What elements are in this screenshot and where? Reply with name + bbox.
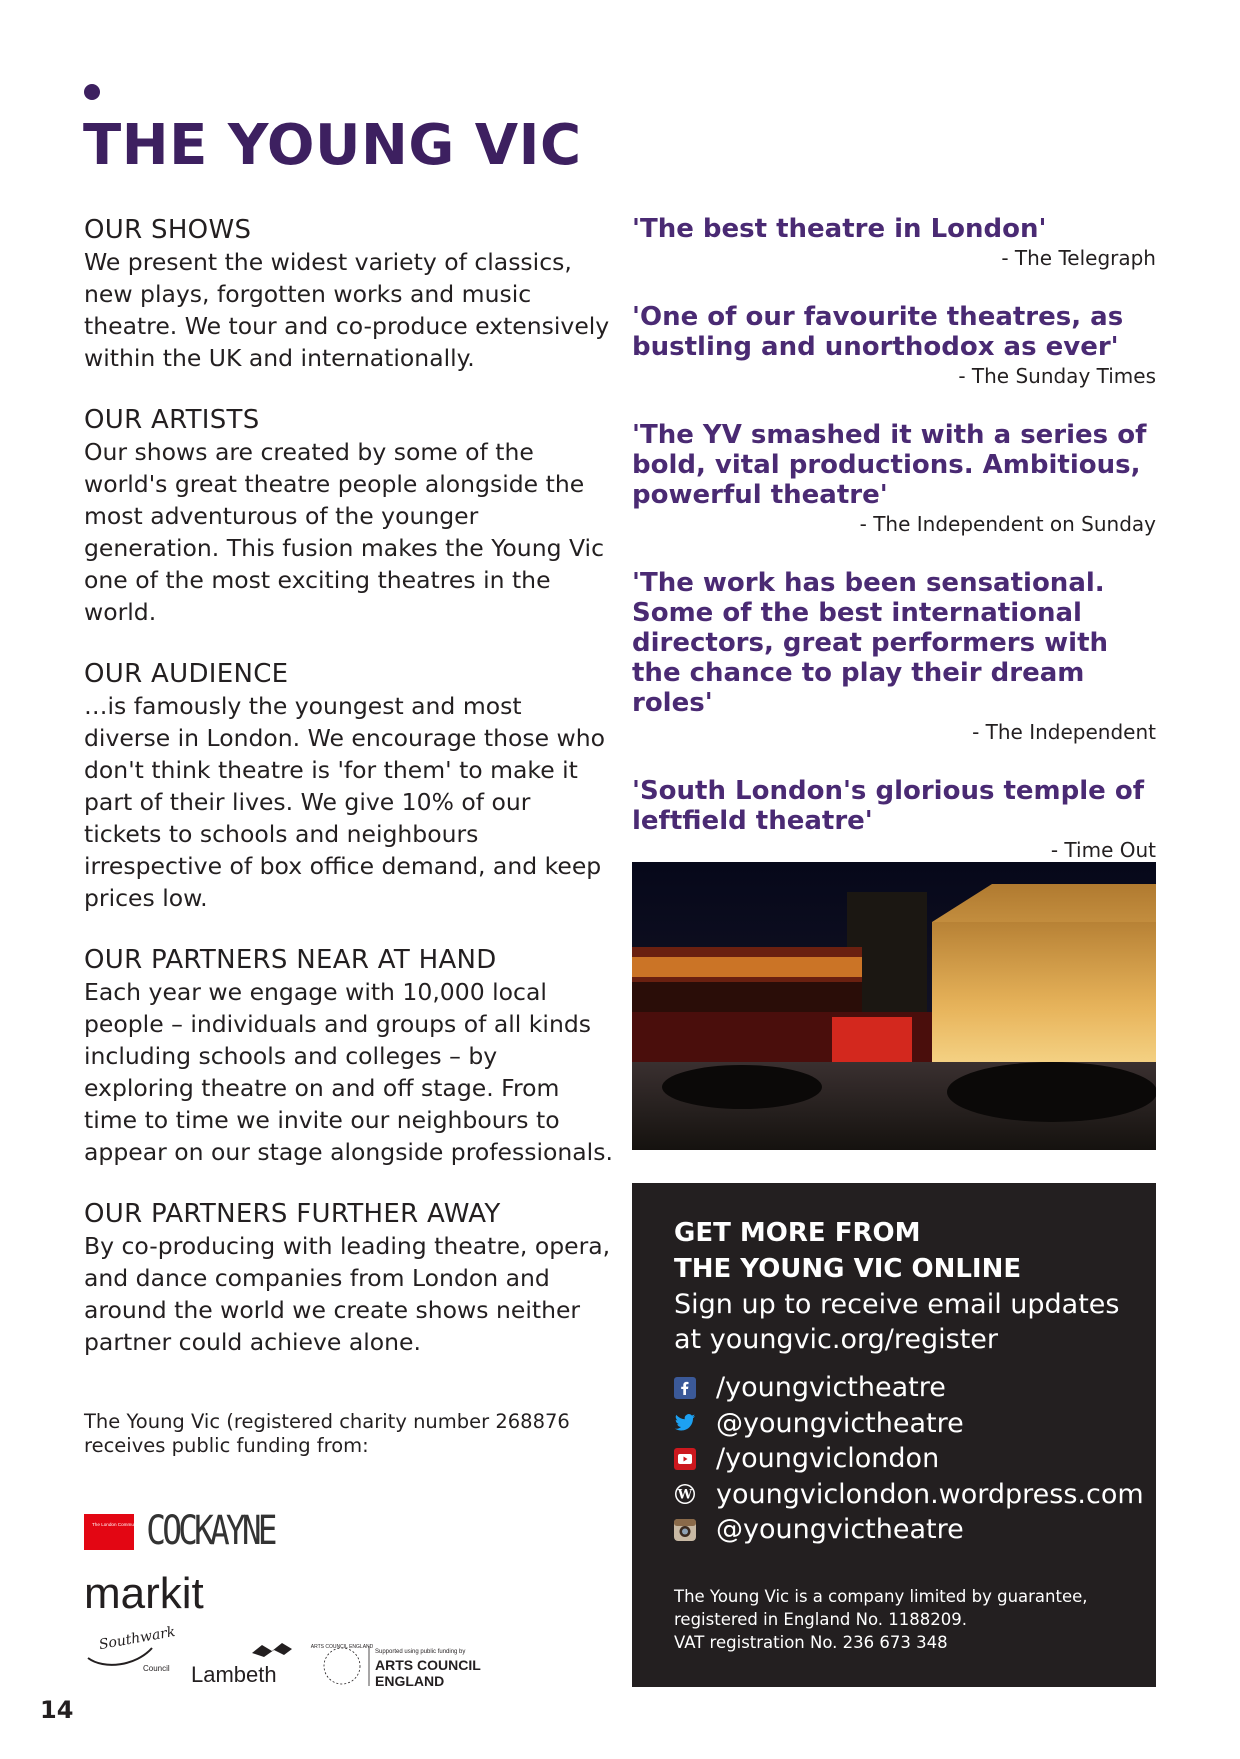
- section-our-artists: [84, 404, 614, 628]
- section-partners-further: [84, 1198, 614, 1358]
- title-bullet: [84, 84, 100, 100]
- social-handle: /youngvictheatre: [716, 1372, 946, 1404]
- funder-logos-svg: [84, 1508, 524, 1688]
- southwark-logo: Southwark: [97, 1623, 177, 1654]
- social-handle: youngviclondon.wordpress.com: [716, 1478, 1144, 1510]
- section-heading: OUR AUDIENCE: [84, 659, 289, 689]
- social-link-wordpress[interactable]: [674, 1477, 1144, 1513]
- press-quotes: [632, 214, 1156, 894]
- section-our-shows: [84, 214, 614, 374]
- lambeth-logo: Lambeth: [191, 1662, 277, 1687]
- quote-source: - The Sunday Times: [958, 364, 1156, 388]
- press-quote: [632, 302, 1156, 390]
- lcf-red-block: [84, 1514, 134, 1550]
- section-our-audience: [84, 658, 614, 914]
- page-title: THE YOUNG VIC: [83, 113, 582, 178]
- quote-text: 'South London's glorious temple of leftfield theatre': [632, 776, 1145, 836]
- quote-source: - The Independent: [972, 720, 1156, 744]
- section-body: Our shows are created by some of the world's great theatre people alongside the most adventurous of the younger generation. This fusion makes the Young Vic one of the most exciting theatres in the world.: [84, 438, 604, 626]
- section-body: …is famously the youngest and most diverse in London. We encourage those who don't think theatre is 'for them' to make it part of their lives. We give 10% of our tickets to schools and neighbours irrespective of box office demand, and keep prices low.: [84, 692, 606, 912]
- page-number: 14: [40, 1696, 74, 1724]
- theatre-night-photo: [632, 862, 1156, 1150]
- social-link-youtube[interactable]: [674, 1441, 1144, 1477]
- southwark-council-text: Council: [143, 1664, 170, 1673]
- youtube-icon: [674, 1448, 696, 1470]
- funder-logos: [84, 1508, 524, 1688]
- instagram-icon: [674, 1519, 696, 1541]
- company-info-line: VAT registration No. 236 673 348: [674, 1633, 948, 1652]
- svg-text:W: W: [677, 1487, 693, 1503]
- arts-council-line1: ARTS COUNCIL: [375, 1657, 481, 1673]
- quote-text: 'The best theatre in London': [632, 214, 1047, 244]
- panel-heading-line2: THE YOUNG VIC ONLINE: [674, 1254, 1022, 1284]
- section-body: We present the widest variety of classics, new plays, forgotten works and music theatre. We tour and co-produce extensively within the UK and internationally.: [84, 248, 610, 372]
- online-panel: [632, 1183, 1156, 1687]
- section-body: Each year we engage with 10,000 local people – individuals and groups of all kinds including schools and colleges – by exploring theatre on and off stage. From time to time we invite our neighbours to appear on our stage alongside professionals.: [84, 978, 613, 1166]
- quote-text: 'One of our favourite theatres, as bustling and unorthodox as ever': [632, 302, 1124, 362]
- section-heading: OUR ARTISTS: [84, 405, 260, 435]
- social-link-facebook[interactable]: [674, 1370, 1144, 1406]
- press-quote: [632, 776, 1156, 864]
- arts-council-ring-text: ARTS COUNCIL ENGLAND: [310, 1644, 374, 1650]
- section-heading: OUR PARTNERS FURTHER AWAY: [84, 1199, 501, 1229]
- company-info: [674, 1585, 1088, 1654]
- section-heading: OUR PARTNERS NEAR AT HAND: [84, 945, 497, 975]
- charity-note: The Young Vic (registered charity number 268876 receives public funding from:: [84, 1410, 570, 1457]
- social-handle: /youngviclondon: [716, 1443, 940, 1475]
- panel-heading: [674, 1215, 1021, 1287]
- quote-text: 'The YV smashed it with a series of bold, vital productions. Ambitious, powerful theatre': [632, 420, 1147, 510]
- company-info-line: The Young Vic is a company limited by guarantee,: [674, 1587, 1088, 1606]
- southwark-swoosh: [88, 1648, 152, 1665]
- social-handle: @youngvictheatre: [716, 1514, 964, 1546]
- social-link-instagram[interactable]: [674, 1512, 1144, 1548]
- section-body: By co-producing with leading theatre, opera, and dance companies from London and around the world we create shows neither partner could achieve alone.: [84, 1232, 611, 1356]
- press-quote: [632, 568, 1156, 746]
- social-link-twitter[interactable]: [674, 1406, 1144, 1442]
- quote-source: - The Independent on Sunday: [859, 512, 1156, 536]
- section-heading: OUR SHOWS: [84, 215, 252, 245]
- arts-council-logo: [311, 1644, 481, 1688]
- social-handle: @youngvictheatre: [716, 1407, 964, 1439]
- info-column: [84, 214, 614, 1458]
- facebook-icon: [674, 1377, 696, 1399]
- company-info-line: registered in England No. 1188209.: [674, 1610, 968, 1629]
- wordpress-icon: [674, 1483, 696, 1505]
- press-quote: [632, 214, 1156, 272]
- quote-source: - Time Out: [1050, 838, 1156, 862]
- twitter-icon: [674, 1412, 696, 1434]
- signup-text: Sign up to receive email updates at youngvic.org/register: [674, 1289, 1120, 1355]
- press-quote: [632, 420, 1156, 538]
- markit-logo: markit: [84, 1569, 204, 1618]
- quote-source: - The Telegraph: [1001, 246, 1156, 270]
- social-links: [674, 1370, 1144, 1548]
- arts-council-tagline: Supported using public funding by: [375, 1649, 466, 1655]
- cockayne-logo: COCKAYNE: [146, 1508, 278, 1554]
- arts-council-ring: [324, 1648, 360, 1684]
- arts-council-line2: ENGLAND: [375, 1673, 445, 1688]
- panel-heading-line1: GET MORE FROM: [674, 1218, 921, 1248]
- section-partners-near: [84, 944, 614, 1168]
- quote-text: 'The work has been sensational. Some of the best international directors, great performers with the chance to play their dream roles': [632, 568, 1109, 718]
- lcf-logo-text: The London Community Foundation: [92, 1522, 166, 1527]
- lambeth-mark: [252, 1643, 292, 1657]
